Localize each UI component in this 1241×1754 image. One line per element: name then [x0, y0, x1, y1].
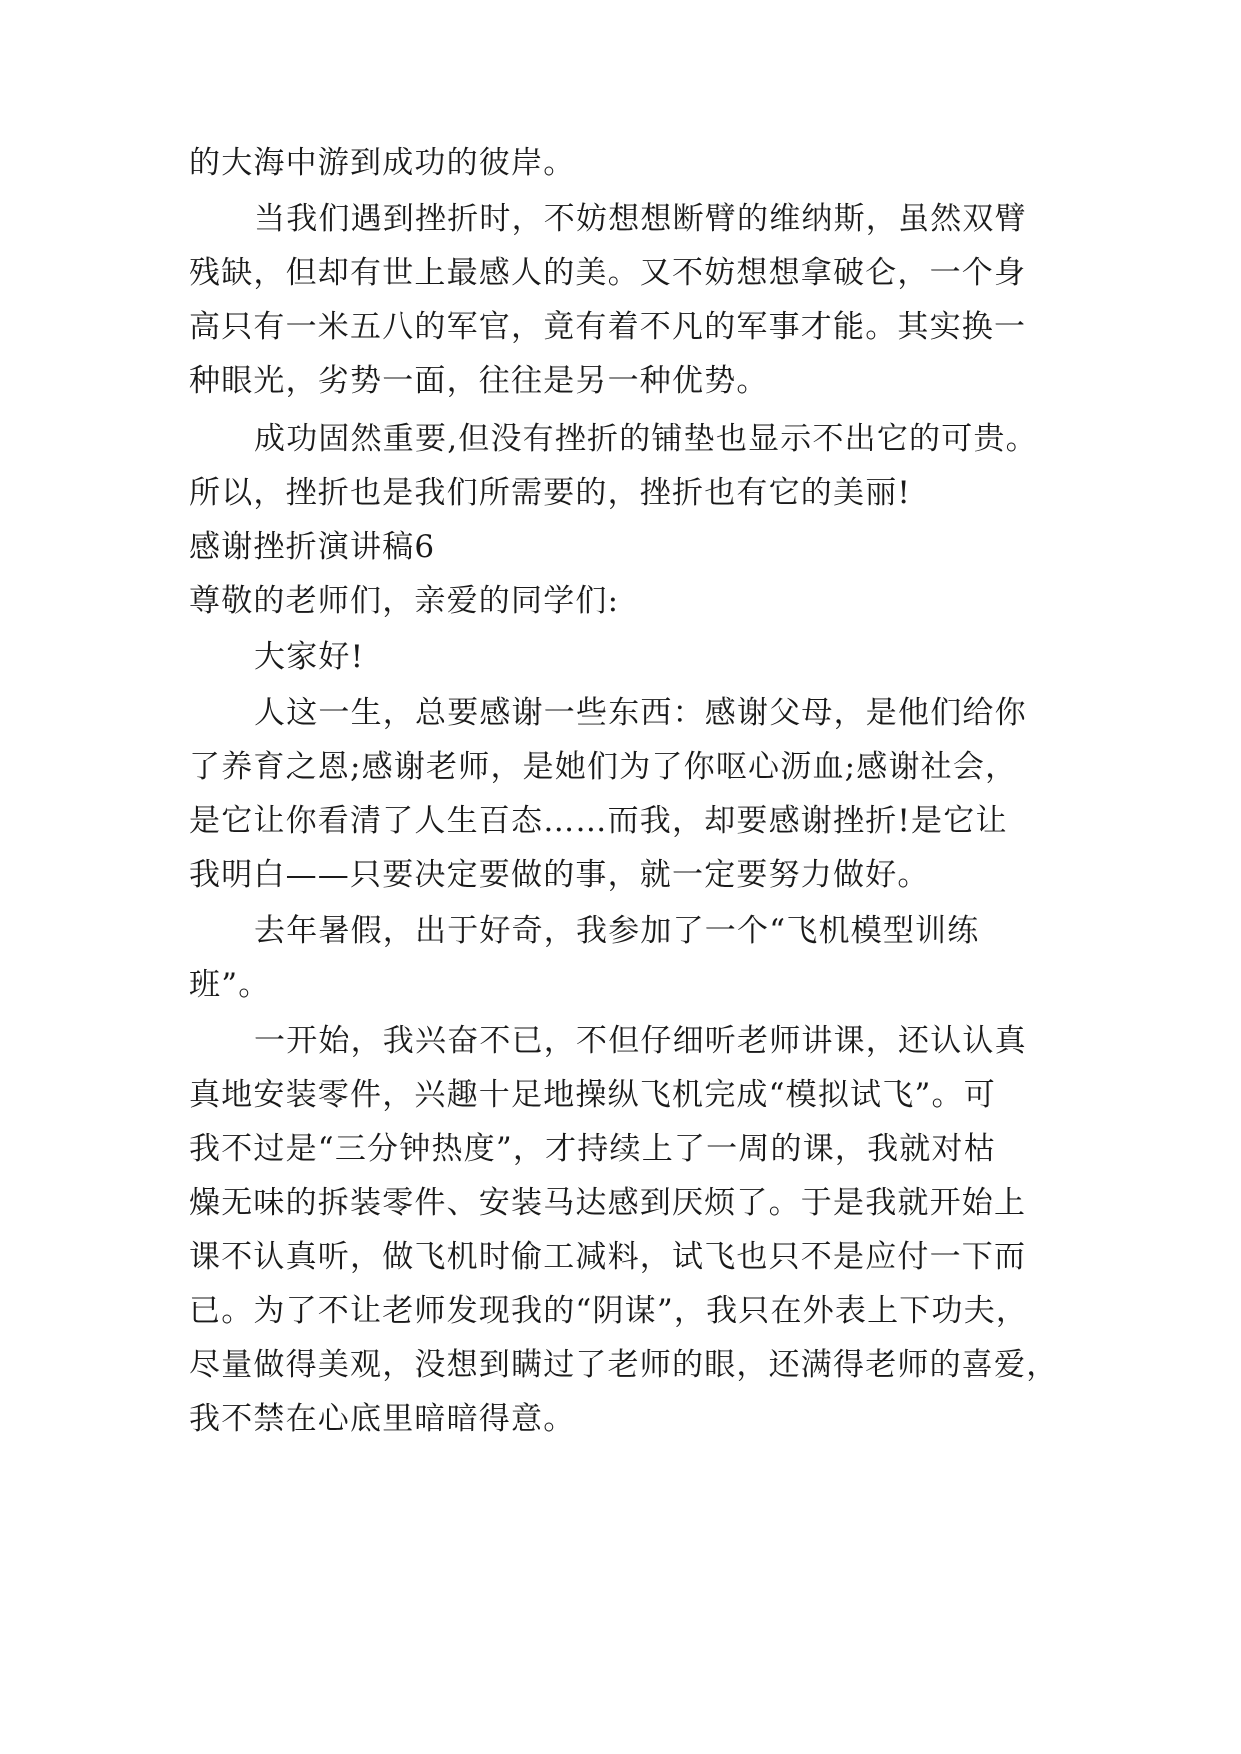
- text-line: 我不禁在心底里暗暗得意。: [189, 1401, 576, 1437]
- salutation: 尊敬的老师们，亲爱的同学们:: [189, 583, 620, 619]
- text-line: 是它让你看清了人生百态……而我，却要感谢挫折!是它让: [189, 803, 1008, 839]
- text-line: 课不认真听，做飞机时偷工减料，试飞也只不是应付一下而: [189, 1239, 1027, 1275]
- text-line: 尽量做得美观，没想到瞒过了老师的眼，还满得老师的喜爱，: [189, 1347, 1059, 1383]
- text-line: 人这一生，总要感谢一些东西：感谢父母，是他们给你: [254, 695, 1027, 731]
- text-line: 真地安装零件，兴趣十足地操纵飞机完成“模拟试飞”。可: [189, 1077, 996, 1113]
- text-line: 种眼光，劣势一面，往往是另一种优势。: [189, 363, 769, 399]
- text-line: 残缺，但却有世上最感人的美。又不妨想想拿破仑，一个身: [189, 255, 1027, 291]
- text-line: 当我们遇到挫折时，不妨想想断臂的维纳斯，虽然双臂: [254, 201, 1027, 237]
- text-line: 的大海中游到成功的彼岸。: [189, 145, 576, 181]
- greeting: 大家好!: [254, 639, 365, 675]
- text-line: 班”。: [189, 967, 271, 1003]
- text-line: 高只有一米五八的军官，竟有着不凡的军事才能。其实换一: [189, 309, 1027, 345]
- text-line: 去年暑假，出于好奇，我参加了一个“飞机模型训练: [254, 913, 980, 949]
- text-line: 燥无味的拆装零件、安装马达感到厌烦了。于是我就开始上: [189, 1185, 1027, 1221]
- text-line: 一开始，我兴奋不已，不但仔细听老师讲课，还认认真: [254, 1023, 1027, 1059]
- text-line: 了养育之恩;感谢老师，是她们为了你呕心沥血;感谢社会，: [189, 749, 1018, 785]
- section-heading: 感谢挫折演讲稿6: [189, 529, 436, 565]
- text-line: 成功固然重要,但没有挫折的铺垫也显示不出它的可贵。: [254, 421, 1038, 457]
- text-line: 我明白——只要决定要做的事，就一定要努力做好。: [189, 857, 930, 893]
- text-line: 我不过是“三分钟热度”，才持续上了一周的课，我就对枯: [189, 1131, 996, 1167]
- text-line: 所以，挫折也是我们所需要的，挫折也有它的美丽!: [189, 475, 912, 511]
- text-line: 已。为了不让老师发现我的“阴谋”，我只在外表上下功夫，: [189, 1293, 1029, 1329]
